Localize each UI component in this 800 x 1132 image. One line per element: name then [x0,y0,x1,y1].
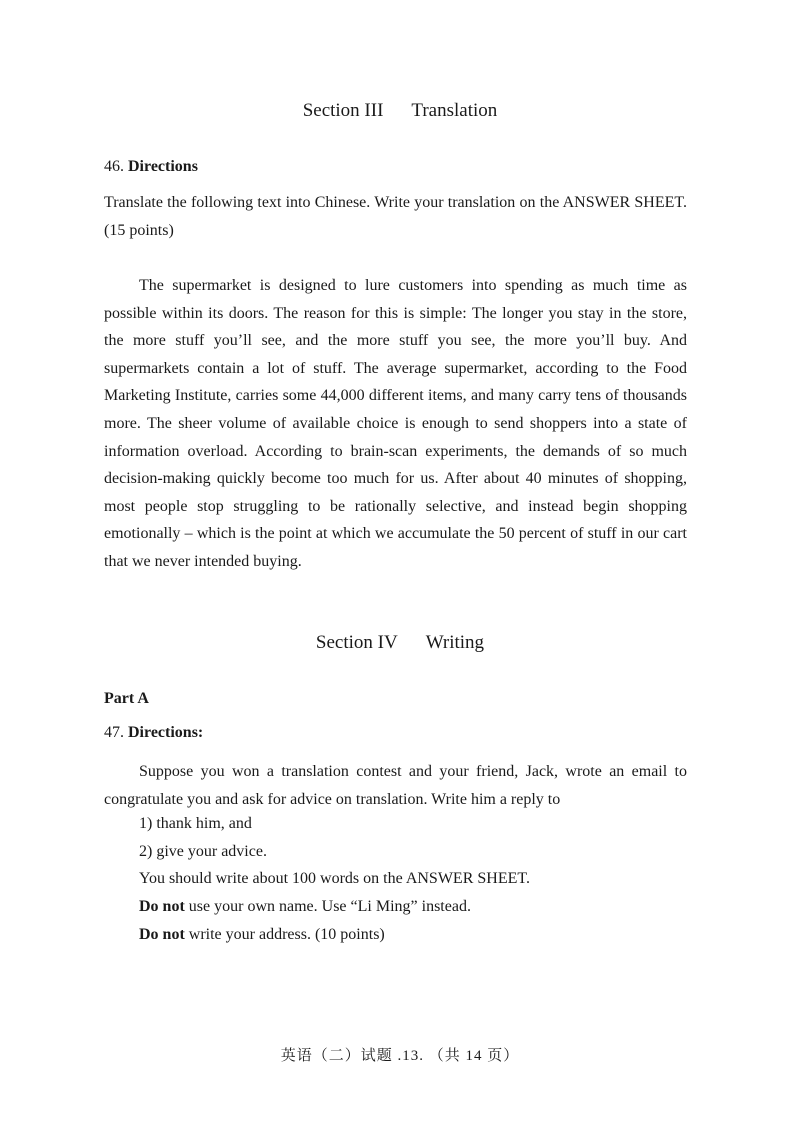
question-46-number: 46. [104,158,124,175]
question-46-instructions: Translate the following text into Chinese. Write your translation on the ANSWER SHEET. (15 points) [104,194,687,239]
section-4-number: Section IV [315,632,398,653]
section-3-title [0,100,800,122]
question-47-word-count: You should write about 100 words on the ANSWER SHEET. [139,870,530,887]
question-47-rule-1 [139,898,471,916]
section-4-name: Writing [425,632,485,653]
rule-2-emphasis: Do not [139,926,185,943]
page-footer: 英语（二）试题 .13. （共 14 页） [280,1048,520,1064]
question-47-item-2: 2) give your advice. [139,843,267,860]
question-46-passage: The supermarket is designed to lure customers into spending as much time as possible within its doors. The reason for this is simple: The longer you stay in the store, the more stuff you’ll see, and the more stuff you see, the more you’ll buy. And supermarkets contain a lot of stuff. The average supermarket, according to the Food Marketing Institute, carries some 44,000 different items, and many carry tens of thousands more. The sheer volume of available choice is enough to send shoppers into a state of information overload. According to brain-scan experiments, the demands of so much decision-making quickly become too much for us. After about 40 minutes of shopping, most people stop struggling to be rationally selective, and instead begin shopping emotionally – which is the point at which we accumulate the 50 percent of stuff in our cart that we never intended buying. [104,277,687,570]
section-3-name: Translation [411,100,498,121]
question-47-rule-2 [139,926,385,944]
question-47-heading: Directions: [128,724,204,741]
question-46-header [104,158,198,176]
question-46-heading: Directions [128,158,198,175]
question-47-intro: Suppose you won a translation contest and your friend, Jack, wrote an email to congratulate you and ask for advice on translation. Write him a reply to [104,763,687,808]
question-47-number: 47. [104,724,124,741]
question-47-header [104,724,203,742]
rule-1-text: use your own name. Use “Li Ming” instead. [184,898,471,915]
question-47-item-1: 1) thank him, and [139,815,252,832]
rule-2-text: write your address. (10 points) [184,926,385,943]
rule-1-emphasis: Do not [139,898,185,915]
section-3-number: Section III [302,100,384,121]
section-4-title [0,632,800,654]
part-a-label: Part A [104,690,149,707]
